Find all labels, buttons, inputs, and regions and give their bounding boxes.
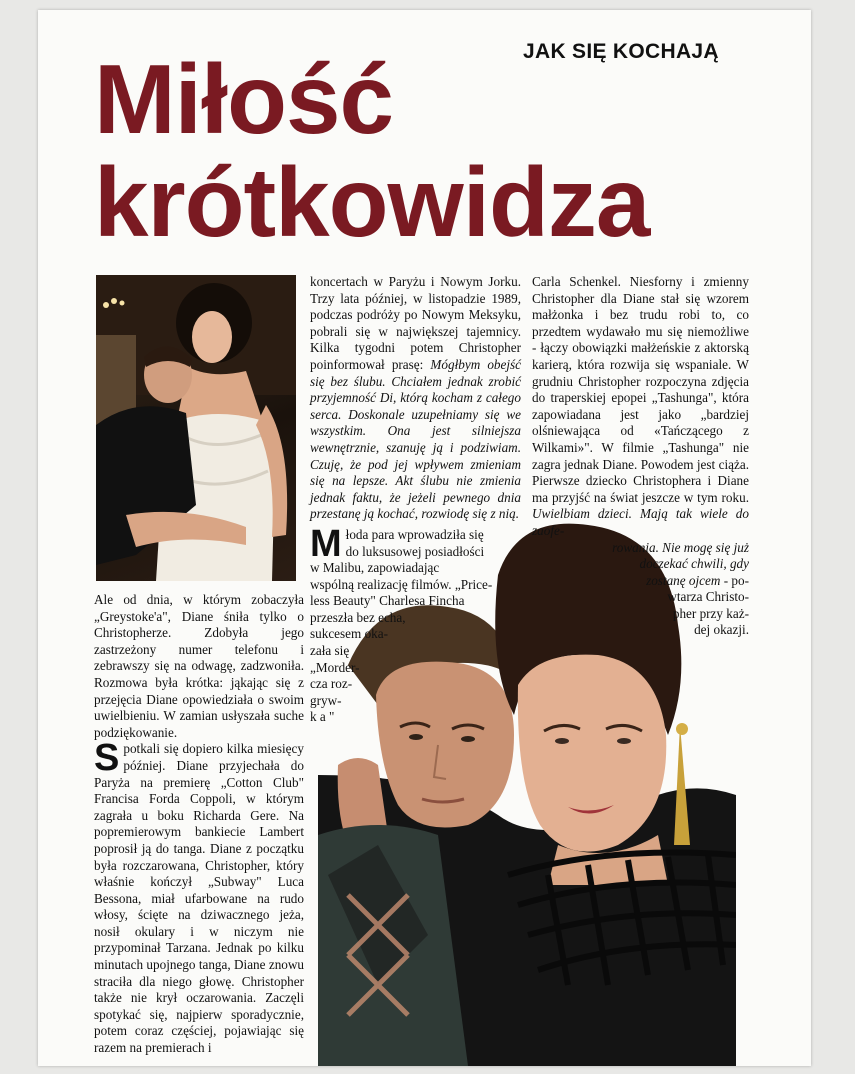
column3-line xyxy=(532,573,749,590)
column3-line: rowania. Nie mogę się już xyxy=(612,539,749,555)
column3-paragraph-1-text: Carla Schenkel. Niesforny i zmienny Christopher dla Diane stał się wzorem małżonka i bez trudu robi to, co przedtem wydawało mu się niemożliwe - łączy obowiązki małżeńskie z aktorską karierą, która rozwija się wspaniale. W grudniu Christopher rozpoczyna zdjęcia do traperskiej epopei „Tashunga", która zapowiadana jest jako „bardziej olśniewająca od «Tańczącego z Wilkami»". W filmie „Tashunga" nie zagra jednak Diane. Powodem jest ciąża. Pierwsze dziecko Christophera i Diane ma przyjść na świat jeszcze w tym roku. xyxy=(532,274,749,505)
magazine-page xyxy=(38,10,811,1066)
title-line-2: krótkowidza xyxy=(94,147,650,257)
column3-line: pher przy każ- xyxy=(672,605,749,621)
article-column-2 xyxy=(310,274,521,726)
column2-line: gryw- xyxy=(310,692,342,708)
couple-illustration-small xyxy=(96,275,296,581)
christopher-quote: Mógłbym obejść się bez ślubu. Chciałem jednak zrobić przyjemność Di, którą kocham z całego serca. Doskonale uzupełniamy się we wszystkim. Ona jest silniejsza wewnętrznie, szanuję ją i podziwiam. Czuję, że pod jej wpływem zmieniam się na lepsze. Akt ślubu nie zmienia jednak faktu, że jeżeli pewnego dnia przestanę ją kochać, rozwiodę się z nią. xyxy=(310,356,522,522)
column2-line: „Morder- xyxy=(310,659,360,675)
christopher-quote-2: Uwielbiam dzieci. Mają tak wiele do zaofe- xyxy=(532,506,749,538)
column1-paragraph-2-text: potkali się dopiero kilka miesięcy później. Diane przyjechała do Paryża na premierę „Cotton Club" Francisa Forda Coppoli, w którym zagrała u boku Richarda Gere. Na popremierowym bankiecie Lambert poprosił ją do tanga. Diane z początku była rozczarowana, Christopher, który właśnie kończył „Subway" Luca Bessona, miał ufarbowane na rudo włosy, ścięte na dziwacznego jeża, nosił okulary i w niczym nie przypominał Tarzana. Jednak po kilku minutach upojnego tanga, Diane znowu straciła dla niego głowę. Christopher także nie krył oczarowania. Zaczęli spotykać się, najpierw sporadycznie, potem coraz częściej, pojawiając się razem na premierach i xyxy=(94,741,304,1056)
column2-line: less Beauty" Charlesa Fincha xyxy=(310,593,465,609)
column2-paragraph-1 xyxy=(310,274,521,523)
title-line-1: Miłość xyxy=(94,44,393,154)
column2-paragraph-1-text: koncertach w Paryżu i Nowym Jorku. Trzy lata później, w listopadzie 1989, podczas podróży po Nowym Meksyku, pobrali się w największej tajemnicy. Kilka tygodni potem Christopher poinformował prasę: xyxy=(310,274,521,372)
article-column-3 xyxy=(532,274,749,639)
column2-line: w Malibu, zapowiadając xyxy=(310,560,440,576)
column2-line: zała się xyxy=(310,643,350,659)
column1-paragraph-1: Ale od dnia, w którym zobaczyła „Greystoke'a", Diane śniła tylko o Christopherze. Zdobyła jego zastrzeżony numer telefonu i zebrawszy się na odwagę, zadzwoniła. Rozmowa była krótka: jąkając się z przejęcia Diane opowiedziała o swoim uwielbieniu. W zamian usłyszała suche podziękowanie. xyxy=(94,592,304,740)
column2-line: cza roz- xyxy=(310,676,353,692)
dropcap-s: S xyxy=(94,737,120,780)
couple-photo-small xyxy=(96,275,296,581)
column1-paragraph-2 xyxy=(94,737,304,1056)
column2-line: do luksusowej posiadłości xyxy=(345,543,485,559)
column2-line: k a " xyxy=(310,709,335,725)
column3-line: doczekać chwili, gdy xyxy=(639,556,749,572)
column2-line: łoda para wprowadziła się xyxy=(345,526,484,542)
article-column-1 xyxy=(94,592,304,1057)
column2-line: sukcesem oka- xyxy=(310,626,388,642)
section-label: JAK SIĘ KOCHAJĄ xyxy=(523,40,719,63)
column3-line-quote: zostanę ojcem xyxy=(646,572,721,588)
dropcap-m: M xyxy=(310,522,342,565)
column3-line: wtarza Christo- xyxy=(667,589,749,605)
column2-paragraph-2 xyxy=(310,522,521,726)
column3-paragraph-1 xyxy=(532,274,749,540)
column2-line: wspólną realizację filmów. „Price- xyxy=(310,576,493,592)
column3-line: dej okazji. xyxy=(694,622,749,638)
column2-line: przeszła bez echa, xyxy=(310,609,406,625)
column3-line-text: - po- xyxy=(720,572,749,588)
